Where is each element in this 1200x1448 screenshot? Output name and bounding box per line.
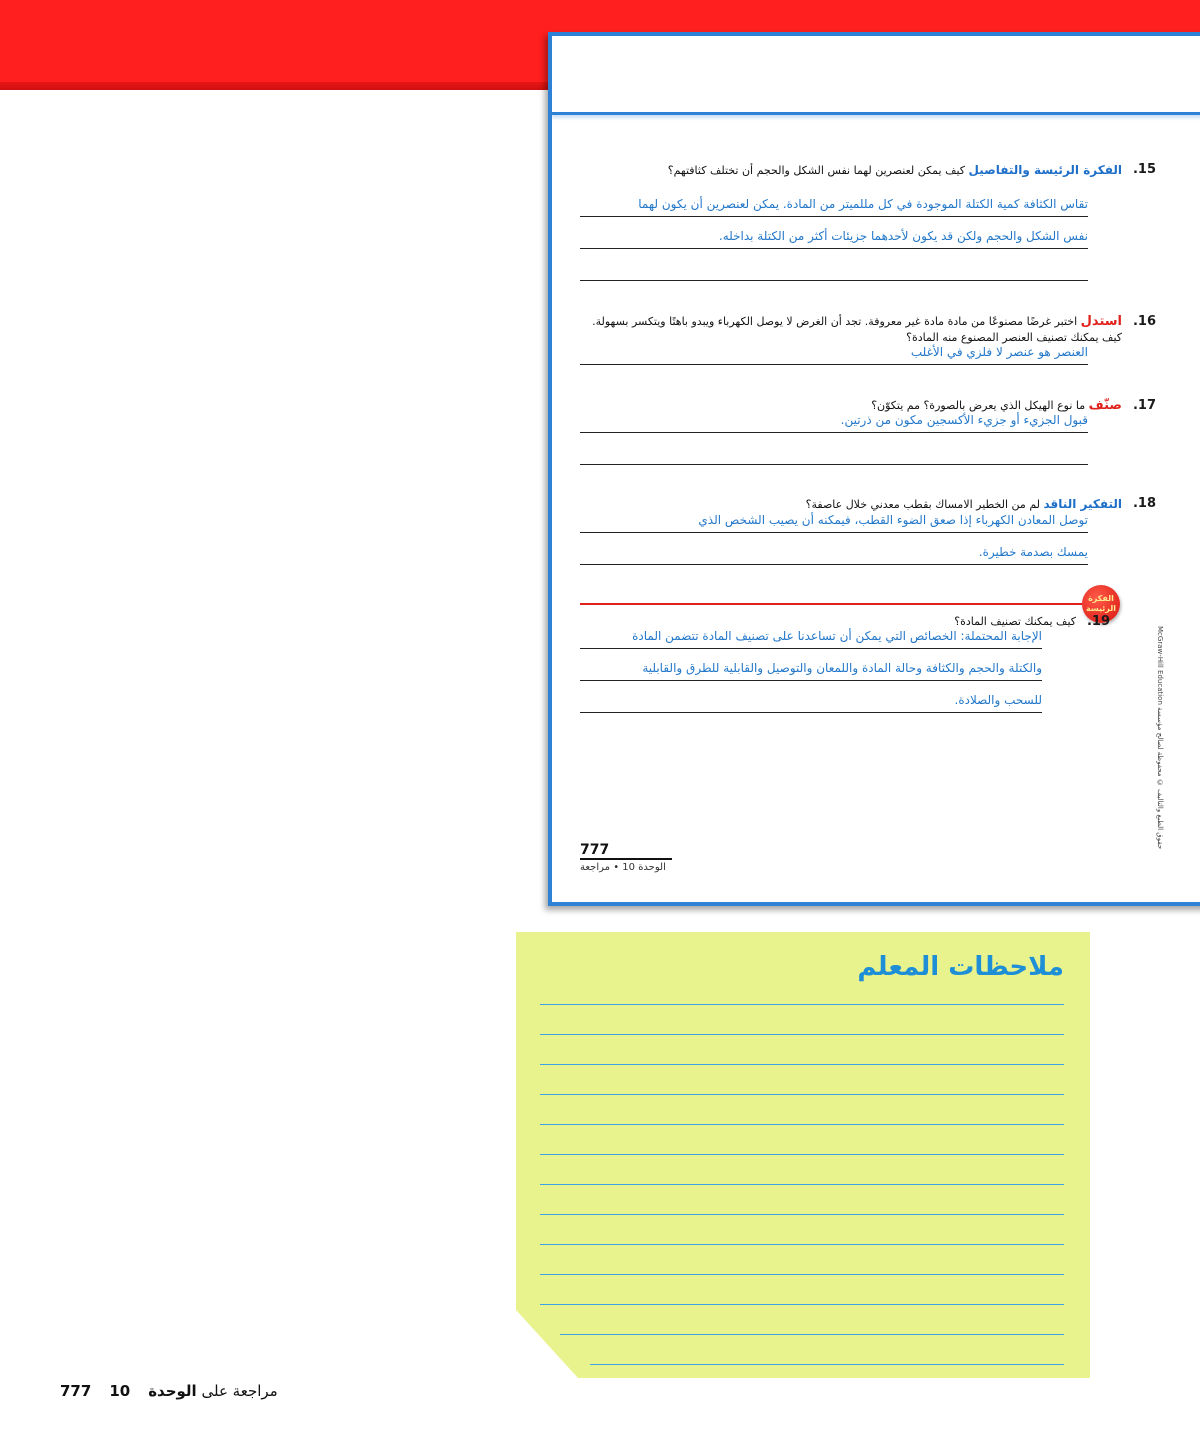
footer-unit-word: الوحدة xyxy=(148,1382,197,1400)
page-footer: الوحدة 10 • مراجعة xyxy=(580,862,666,873)
question-text xyxy=(576,162,1122,179)
answer-line: تقاس الكثافة كمية الكتلة الموجودة في كل مللميتر من المادة. يمكن لعنصرين أن يكون لهما xyxy=(580,194,1088,217)
notes-writing-line xyxy=(590,1364,1064,1365)
question-label: الفكرة الرئيسة والتفاصيل xyxy=(968,163,1122,177)
answer-line: توصل المعادن الكهرباء إذا صعق الضوء القطب، فيمكنه أن يصيب الشخص الذي xyxy=(580,510,1088,533)
student-page-header xyxy=(552,36,1200,115)
page-footer-bar xyxy=(60,1382,278,1400)
section-divider xyxy=(580,603,1090,605)
answer-line: للسحب والصلادة. xyxy=(580,690,1042,713)
question-number: .19 xyxy=(1086,614,1110,629)
footer-page-number: 777 xyxy=(60,1382,92,1400)
notes-writing-line xyxy=(540,1184,1064,1185)
question-number: .18 xyxy=(1132,496,1156,511)
answer-line: قبول الجزيء أو جزيء الأكسجين مكون من ذرتين. xyxy=(580,410,1088,433)
question-prompt: كيف يمكنك تصنيف المادة؟ xyxy=(954,615,1076,628)
answer-line: يمسك بصدمة خطيرة. xyxy=(580,542,1088,565)
question-label: التفكير الناقد xyxy=(1043,497,1122,511)
question-prompt: اختبر غرضًا مصنوعًا من مادة مادة غير معروفة. تجد أن الغرض لا يوصل الكهرباء ويبدو باهتًا ويتكسر بسهولة. كيف يمكنك تصنيف العنصر المصنوع منه المادة؟ xyxy=(592,315,1122,344)
footer-prefix: مراجعة على xyxy=(201,1382,278,1400)
key-idea-badge: الفكرة الرئيسة xyxy=(1082,585,1120,623)
question-label: استدل xyxy=(1080,314,1122,329)
footer-unit-number: 10 xyxy=(109,1382,131,1400)
answer-line: الإجابة المحتملة: الخصائص التي يمكن أن تساعدنا على تصنيف المادة تتضمن المادة xyxy=(580,626,1042,649)
notes-writing-line xyxy=(540,1004,1064,1005)
page-number-rule xyxy=(580,858,672,860)
page-number: 777 xyxy=(580,842,610,858)
answer-line: العنصر هو عنصر لا فلزي في الأغلب xyxy=(580,342,1088,365)
question-prompt: كيف يمكن لعنصرين لهما نفس الشكل والحجم أن تختلف كثافتهم؟ xyxy=(667,164,966,177)
notes-writing-line xyxy=(540,1214,1064,1215)
red-band-shadow xyxy=(0,82,560,90)
question-prompt: لم من الخطير الامساك بقطب معدني خلال عاصفة؟ xyxy=(805,498,1040,511)
question-number: .15 xyxy=(1132,162,1156,177)
answer-line: والكتلة والحجم والكثافة وحالة المادة واللمعان والتوصيل والقابلية للطرق والقابلية xyxy=(580,658,1042,681)
teacher-notes-title: ملاحظات المعلم xyxy=(857,952,1064,982)
notes-writing-line xyxy=(560,1334,1064,1335)
question-15 xyxy=(576,162,1156,179)
answer-line xyxy=(580,258,1088,281)
notes-writing-line xyxy=(540,1064,1064,1065)
answer-line: نفس الشكل والحجم ولكن قد يكون لأحدهما جزيئات أكثر من الكتلة بداخله. xyxy=(580,226,1088,249)
notes-writing-line xyxy=(540,1034,1064,1035)
notes-writing-line xyxy=(540,1154,1064,1155)
notes-writing-line xyxy=(540,1244,1064,1245)
question-number: .17 xyxy=(1132,398,1156,413)
teacher-notes-panel xyxy=(516,932,1090,1378)
notes-writing-line xyxy=(540,1094,1064,1095)
answer-line xyxy=(580,442,1088,465)
notes-writing-line xyxy=(540,1304,1064,1305)
notes-writing-line xyxy=(540,1274,1064,1275)
question-number: .16 xyxy=(1132,314,1156,329)
question-prompt: ما نوع الهيكل الذي يعرض بالصورة؟ مم يتكوّن؟ xyxy=(871,399,1086,412)
notes-writing-line xyxy=(540,1124,1064,1125)
footer-label xyxy=(148,1382,278,1400)
question-label: صنّف xyxy=(1088,398,1122,413)
student-page-thumbnail xyxy=(548,32,1200,906)
copyright-credit: McGraw-Hill Education حقوق الطبع والتأليف © محفوظة لصالح مؤسسة xyxy=(1156,626,1164,850)
